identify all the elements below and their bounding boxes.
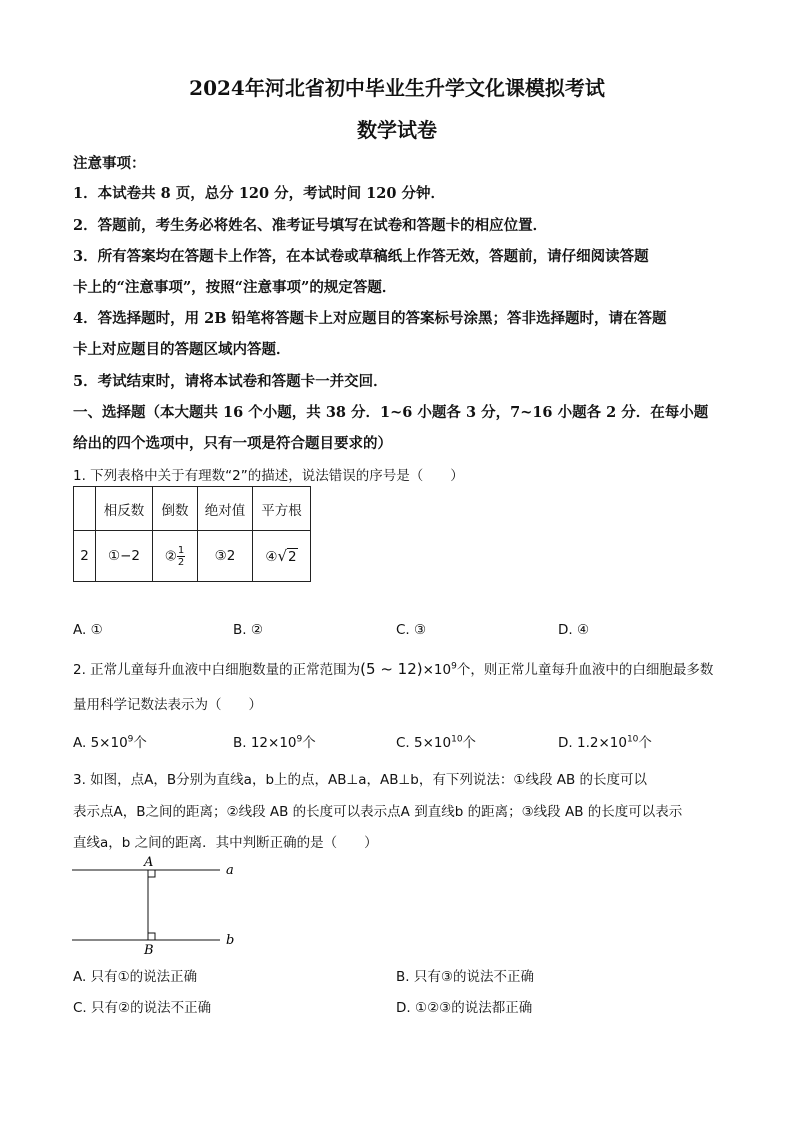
q3-option-b: B. 只有③的说法不正确 [396, 969, 534, 985]
q2-option-b-exp: 9 [296, 734, 303, 745]
q3-option-c: C. 只有②的说法不正确 [73, 1000, 212, 1016]
label-point-a: A [144, 855, 154, 870]
q2-stem-line2: 量用科学记数法表示为（ ） [73, 697, 262, 713]
cell-prefix: ② [164, 548, 177, 564]
q2-option-b-base: B. 12×10 [233, 735, 297, 751]
table-cell-absolute: ③2 [198, 531, 253, 582]
table-header-cell: 绝对值 [198, 487, 253, 531]
q2-option-a-exp: 9 [127, 734, 134, 745]
label-line-b: b [226, 933, 235, 948]
q2-option-c [396, 731, 476, 751]
q3-stem-line2: 表示点A，B之间的距离；②线段 AB 的长度可以表示点A 到直线b 的距离；③线段 AB 的长度可以表示 [73, 804, 683, 820]
table-row [74, 531, 311, 582]
q2-range: (5 ~ 12) [360, 660, 423, 678]
right-angle-mark-b [148, 933, 155, 940]
q2-option-a-unit: 个 [133, 735, 147, 751]
q2-option-c-exp: 10 [451, 734, 463, 745]
q1-stem: 1. 下列表格中关于有理数“2”的描述，说法错误的序号是（ ） [73, 468, 464, 484]
q2-option-a [73, 731, 147, 751]
notice-heading: 注意事项： [73, 155, 146, 172]
right-angle-mark-a [148, 870, 155, 877]
table-header-cell [74, 487, 96, 531]
q2-option-d-base: D. 1.2×10 [558, 735, 627, 751]
q2-option-b-unit: 个 [302, 735, 316, 751]
notice-line-3a: 3．所有答案均在答题卡上作答，在本试卷或草稿纸上作答无效，答题前，请仔细阅读答题 [73, 248, 649, 265]
notice-line-4b: 卡上对应题目的答题区域内答题． [73, 341, 291, 358]
q2-stem-b: 个，则正常儿童每升血液中的白细胞最多数 [456, 662, 714, 678]
q3-option-a: A. 只有①的说法正确 [73, 969, 198, 985]
fraction [177, 545, 185, 568]
q2-option-a-base: A. 5×10 [73, 735, 128, 751]
sqrt-sign-icon: √ [277, 547, 288, 565]
q2-stem-line1 [73, 658, 713, 678]
q3-stem-line3: 直线a，b 之间的距离．其中判断正确的是（ ） [73, 835, 378, 851]
notice-line-3b: 卡上的“注意事项”，按照“注意事项”的规定答题． [73, 279, 397, 296]
q2-option-b [233, 731, 316, 751]
table-header-cell: 平方根 [253, 487, 311, 531]
q2-option-d-unit: 个 [638, 735, 652, 751]
notice-line-2: 2．答题前，考生务必将姓名、准考证号填写在试卷和答题卡的相应位置． [73, 217, 548, 234]
table-header-cell: 倒数 [153, 487, 198, 531]
q2-option-d [558, 731, 652, 751]
table-cell-reciprocal [153, 531, 198, 582]
q2-exp: 9 [451, 661, 457, 672]
notice-line-4a: 4．答选择题时，用 2B 铅笔将答题卡上对应题目的答案标号涂黑；答非选择题时，请在答题 [73, 310, 667, 327]
q3-figure [60, 850, 250, 960]
label-line-a: a [226, 863, 234, 878]
q2-stem-a: 2. 正常儿童每升血液中白细胞数量的正常范围为 [73, 662, 361, 678]
q1-table [73, 486, 311, 582]
notice-line-1: 1．本试卷共 8 页，总分 120 分，考试时间 120 分钟． [73, 185, 445, 202]
q3-stem-line1: 3. 如图，点A，B分别为直线a，b上的点，AB⊥a，AB⊥b，有下列说法：①线段 AB 的长度可以 [73, 772, 648, 788]
q2-times: ×10 [422, 662, 452, 678]
q1-option-b: B. ② [233, 622, 263, 638]
exam-title: 2024年河北省初中毕业生升学文化课模拟考试 [189, 76, 605, 100]
q2-option-c-unit: 个 [462, 735, 477, 751]
q3-option-d: D. ①②③的说法都正确 [396, 1000, 533, 1016]
table-cell-opposite: ①−2 [96, 531, 153, 582]
exam-subtitle: 数学试卷 [357, 118, 437, 142]
table-cell-sqrt [253, 531, 311, 582]
section-heading-a: 一、选择题（本大题共 16 个小题，共 38 分．1~6 小题各 3 分，7~16 小题各 2 分．在每小题 [73, 404, 709, 421]
notice-line-5: 5．考试结束时，请将本试卷和答题卡一并交回． [73, 373, 388, 390]
q2-option-c-base: C. 5×10 [396, 735, 452, 751]
label-point-b: B [144, 943, 154, 958]
cell-prefix: ④ [265, 549, 278, 565]
q2-option-d-exp: 10 [626, 734, 639, 745]
sqrt-radicand: 2 [288, 549, 297, 565]
q1-option-c: C. ③ [396, 622, 427, 638]
table-row-label: 2 [74, 531, 96, 582]
section-heading-b: 给出的四个选项中，只有一项是符合题目要求的） [73, 435, 392, 452]
table-header-row [74, 487, 311, 531]
fraction-numerator: 1 [177, 544, 185, 556]
table-header-cell: 相反数 [96, 487, 153, 531]
fraction-denominator: 2 [177, 556, 185, 568]
q1-option-d: D. ④ [558, 622, 590, 638]
q1-option-a: A. ① [73, 622, 103, 638]
